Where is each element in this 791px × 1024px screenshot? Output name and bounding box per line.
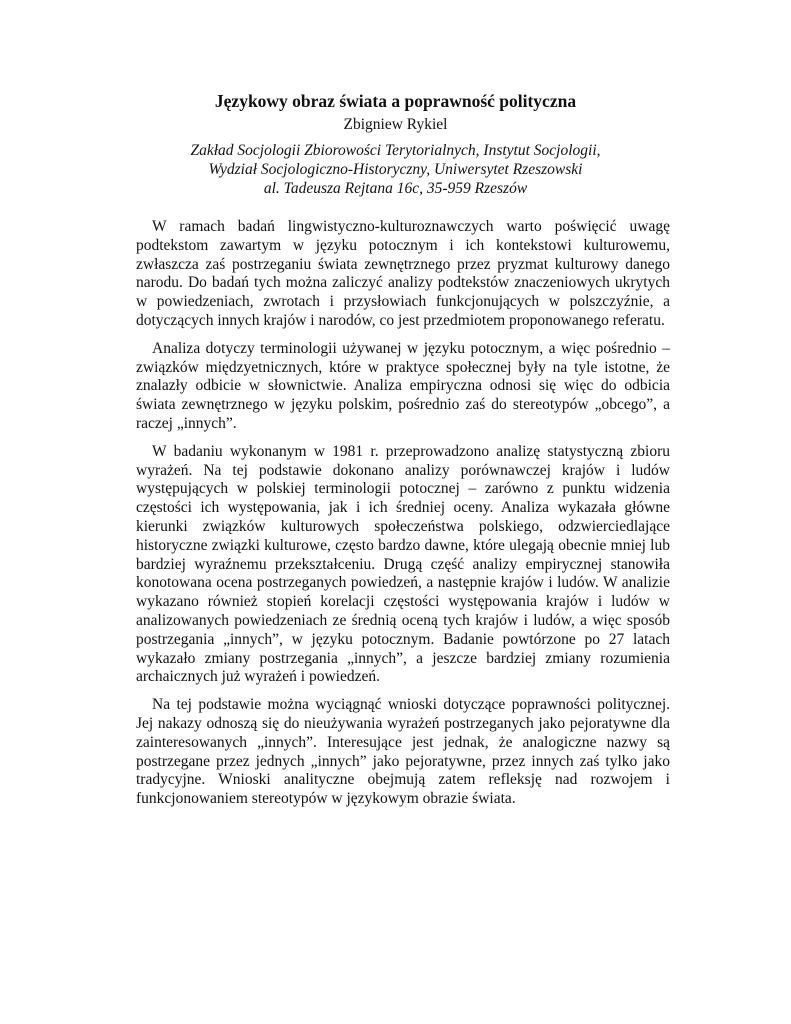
paper-header bbox=[0, 90, 791, 198]
paragraph-4: Na tej podstawie można wyciągnąć wnioski dotyczące poprawności politycznej. Jej nakazy odnoszą się do nieużywania wyrażeń postrzeganych jako pejoratywne dla zainteresowanych „innych”. Interesujące jest jednak, że analogiczne nazwy są postrzegane przez jednych „innych” jako pejoratywne, przez innych zaś tylko jako tradycyjne. Wnioski analityczne obejmują zatem refleksję nad rozwojem i funkcjonowaniem stereotypów w językowym obrazie świata. bbox=[136, 696, 670, 808]
abstract-body bbox=[136, 218, 670, 818]
affiliation-line-2: Wydział Socjologiczno-Historyczny, Uniwersytet Rzeszowski bbox=[208, 161, 583, 178]
affiliation-line-1: Zakład Socjologii Zbiorowości Terytorialnych, Instytut Socjologii, bbox=[190, 142, 601, 159]
paragraph-1: W ramach badań lingwistyczno-kulturoznawczych warto poświęcić uwagę podtekstom zawartym w języku potocznym i ich kontekstowi kulturowemu, zwłaszcza zaś postrzeganiu świata zewnętrznego przez pryzmat kulturowy danego narodu. Do badań tych można zaliczyć analizy podtekstów znaczeniowych ukrytych w powiedzeniach, zwrotach i przysłowiach funkcjonujących w polszczyźnie, a dotyczących innych krajów i narodów, co jest przedmiotem proponowanego referatu. bbox=[136, 218, 670, 329]
paper-author: Zbigniew Rykiel bbox=[343, 116, 448, 133]
affiliation-address: al. Tadeusza Rejtana 16c, 35-959 Rzeszów bbox=[263, 180, 528, 197]
paragraph-3: W badaniu wykonanym w 1981 r. przeprowadzono analizę statystyczną zbioru wyrażeń. Na tej podstawie dokonano analizy porównawczej krajów i ludów występujących w polskiej terminologii potocznej – zarówno z punktu widzenia częstości ich występowania, jak i ich średniej oceny. Analiza wykazała główne kierunki związków kulturowych społeczeństwa polskiego, odzwierciedlające historyczne związki kulturowe, często bardzo dawne, które ulegają obecnie mniej lub bardziej wyraźnemu przekształceniu. Drugą część analizy empirycznej stanowiła konotowana ocena postrzeganych powiedzeń, a następnie krajów i ludów. W analizie wykazano również stopień korelacji częstości występowania krajów i ludów w analizowanych powiedzeniach ze średnią oceną tych krajów i ludów, a więc sposób postrzegania „innych”, w języku potocznym. Badanie powtórzone po 27 latach wykazało zmiany postrzegania „innych”, a jeszcze bardziej zmiany rozumienia archaicznych już wyrażeń i powiedzeń. bbox=[136, 442, 670, 686]
paper-title: Językowy obraz świata a poprawność polityczna bbox=[214, 91, 577, 111]
paragraph-2: Analiza dotyczy terminologii używanej w języku potocznym, a więc pośrednio – związków międzyetnicznych, które w praktyce społecznej były na tyle istotne, że znalazły odbicie w słownictwie. Analiza empiryczna odnosi się więc do odbicia świata zewnętrznego w języku polskim, pośrednio zaś do stereotypów „obcego”, a raczej „innych”. bbox=[136, 339, 670, 432]
